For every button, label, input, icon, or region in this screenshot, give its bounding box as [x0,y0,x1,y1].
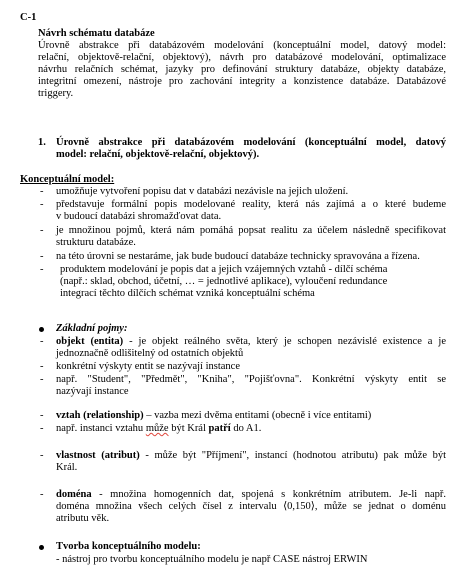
list-dash: - [40,186,44,197]
entity-term: objekt (entita) [56,336,124,347]
attribute-definition-line: Král. [56,462,78,473]
list-dash: - [40,225,44,236]
entity-definition-line: jednoznačně odlišitelný od ostatních objektů [56,348,244,359]
spellcheck-word: může [145,423,169,434]
list-item: nazývají instance [56,386,129,397]
section-number: 1. [38,137,46,148]
tools-heading: Tvorba konceptuálního modelu: [56,541,201,552]
section-title-line: model: relační, objektově-relační, objektový). [56,149,260,160]
attribute-term: vlastnost (atribut) [56,450,140,461]
list-dash: - [40,450,44,461]
list-item: představuje formální popis modelované reality, která nás zajímá a o které budeme [56,199,446,210]
list-item: na této úrovni se nestaráme, jak bude budoucí databáze technicky spravována a řízena. [56,251,420,262]
list-item: strukturu databáze. [56,237,136,248]
intro-line: návrhu relačních schémat, jazyky pro definování struktury databáze, objekty databáze, [38,64,446,75]
relationship-example: např. instanci vztahu může být Král patří do A1. [56,423,262,434]
entity-definition-line: objekt (entita) - je objekt reálného světa, který je schopen nezávislé existence a je [56,336,446,347]
intro-line: triggery. [38,88,74,99]
intro-line: relační, objektově-relační, objektový), návrh pro databázové modelování, optimalizace [38,52,446,63]
list-dash: - [40,410,44,421]
section-title-line: Úrovně abstrakce při databázovém modelování (konceptuální model, datový [56,137,446,148]
list-item: integrací těchto dílčích schémat vzniká konceptuální schéma [60,288,315,299]
list-dash: - [40,374,44,385]
attribute-definition-line: vlastnost (atribut) - může být "Příjmení", instancí (hodnotou atributu) pak může být [56,450,446,461]
bullet-icon [39,327,44,332]
relationship-definition: vztah (relationship) – vazba mezi dvěma entitami (obecně i více entitami) [56,410,372,421]
tools-item: - nástroj pro tvorbu konceptuálního modelu je např CASE nástroj ERWIN [56,554,368,565]
domain-definition-line: atributu věk. [56,513,110,524]
basics-heading: Základní pojmy: [56,323,128,334]
domain-definition-line: doména množina všech celých čísel z intervalu ⟨0,150⟩, může se jednat o doménu [56,501,446,512]
list-dash: - [40,423,44,434]
bullet-icon [39,545,44,550]
list-item: umožňuje vytvoření popisu dat v databázi nezávisle na jejich uložení. [56,186,349,197]
relationship-term: vztah (relationship) [56,410,144,421]
conceptual-model-heading: Konceptuální model: [20,174,115,185]
list-item: konkrétní výskyty entit se nazývají instance [56,361,240,372]
intro-line: Úrovně abstrakce při databázovém modelování (konceptuální model, datový model: [38,40,446,51]
list-item: např. "Student", "Předmět", "Kniha", "Pojišťovna". Konkrétní výskyty entit se [56,374,446,385]
document-code: C-1 [20,12,37,23]
domain-definition-line: doména - množina homogenních dat, spojená s konkrétním atributem. Je-li např. [56,489,446,500]
list-item: produktem modelování je popis dat a jejich vzájemných vztahů - dílčí schéma [60,264,388,275]
list-item: v budoucí databázi shromažďovat data. [56,211,222,222]
intro-line: integritní omezení, nástroje pro zachování integrity a konzistence databáze. Databázové [38,76,446,87]
list-dash: - [40,251,44,262]
list-item: (např.: sklad, obchod, účetní, … = jednotlivé aplikace), vyloučení redundance [60,276,388,287]
list-item: je množinou pojmů, která nám pomáhá popsat realitu za účelem následně specifikovat [56,225,446,236]
list-dash: - [40,264,44,275]
list-dash: - [40,361,44,372]
list-dash: - [40,336,44,347]
list-dash: - [40,199,44,210]
document-heading: Návrh schématu databáze [38,28,155,39]
list-dash: - [40,489,44,500]
domain-term: doména [56,489,92,500]
